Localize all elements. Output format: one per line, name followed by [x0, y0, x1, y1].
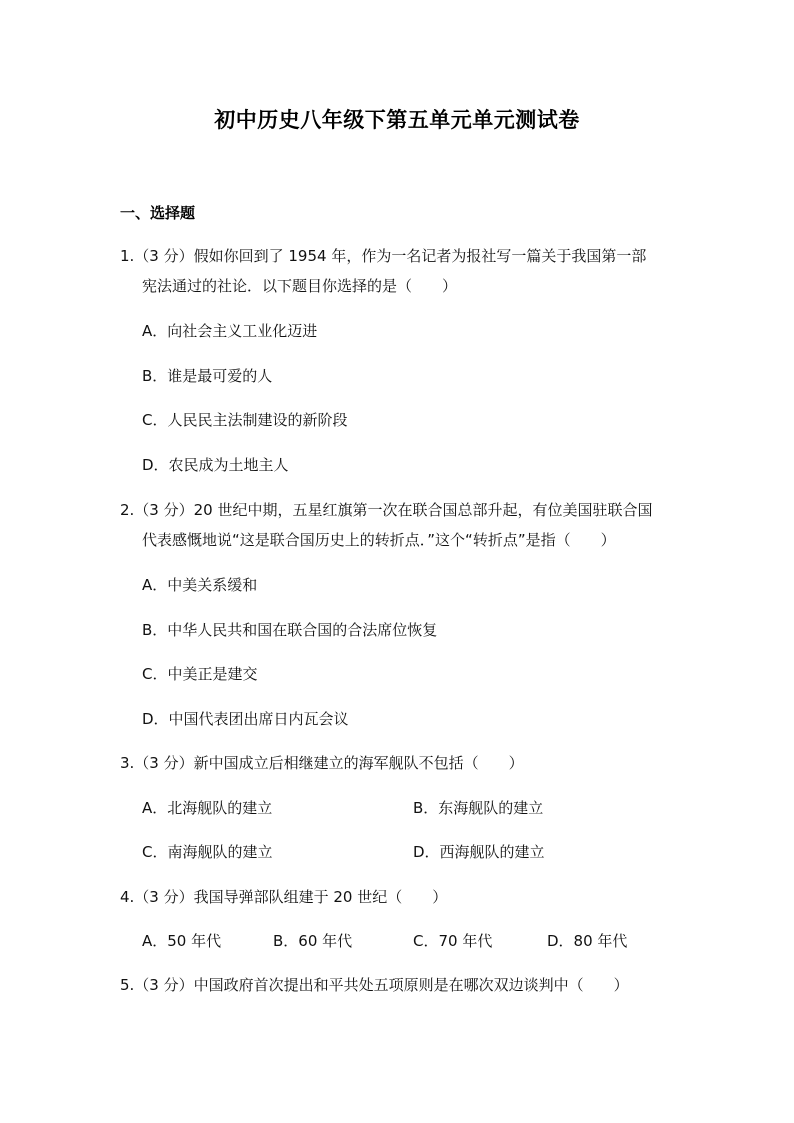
exam-title: 初中历史八年级下第五单元单元测试卷	[214, 107, 580, 132]
question-1-line-2: 宪法通过的社论．以下题目你选择的是（ ）	[142, 277, 458, 295]
question-4-option-d: D．80 年代	[547, 932, 628, 950]
question-1-option-d: D．农民成为土地主人	[142, 456, 289, 474]
section-heading: 一、选择题	[120, 204, 196, 222]
question-1-option-b: B．谁是最可爱的人	[142, 367, 273, 385]
question-2-option-a: A．中美关系缓和	[142, 576, 258, 594]
question-3-option-c: C．南海舰队的建立	[142, 843, 273, 861]
question-2-line-2: 代表感慨地说“这是联合国历史上的转折点．”这个“转折点”是指（ ）	[142, 531, 616, 549]
question-2-option-c: C．中美正是建交	[142, 665, 258, 683]
question-3-option-a: A．北海舰队的建立	[142, 799, 273, 817]
question-2-option-b: B．中华人民共和国在联合国的合法席位恢复	[142, 621, 438, 639]
question-4-option-a: A．50 年代	[142, 932, 222, 950]
question-1-line-1: 1.（3 分）假如你回到了 1954 年，作为一名记者为报社写一篇关于我国第一部	[120, 247, 647, 265]
question-2-line-1: 2.（3 分）20 世纪中期，五星红旗第一次在联合国总部升起，有位美国驻联合国	[120, 501, 653, 519]
question-1-option-a: A．向社会主义工业化迈进	[142, 322, 318, 340]
question-3-option-b: B．东海舰队的建立	[413, 799, 544, 817]
question-1-option-c: C．人民民主法制建设的新阶段	[142, 411, 348, 429]
question-3-option-d: D．西海舰队的建立	[413, 843, 545, 861]
question-5-line-1: 5.（3 分）中国政府首次提出和平共处五项原则是在哪次双边谈判中（ ）	[120, 976, 629, 994]
question-2-option-d: D．中国代表团出席日内瓦会议	[142, 710, 349, 728]
question-3-line-1: 3.（3 分）新中国成立后相继建立的海军舰队不包括（ ）	[120, 754, 524, 772]
question-4-option-b: B．60 年代	[273, 932, 353, 950]
question-4-option-c: C．70 年代	[413, 932, 493, 950]
question-4-line-1: 4.（3 分）我国导弹部队组建于 20 世纪（ ）	[120, 888, 448, 906]
